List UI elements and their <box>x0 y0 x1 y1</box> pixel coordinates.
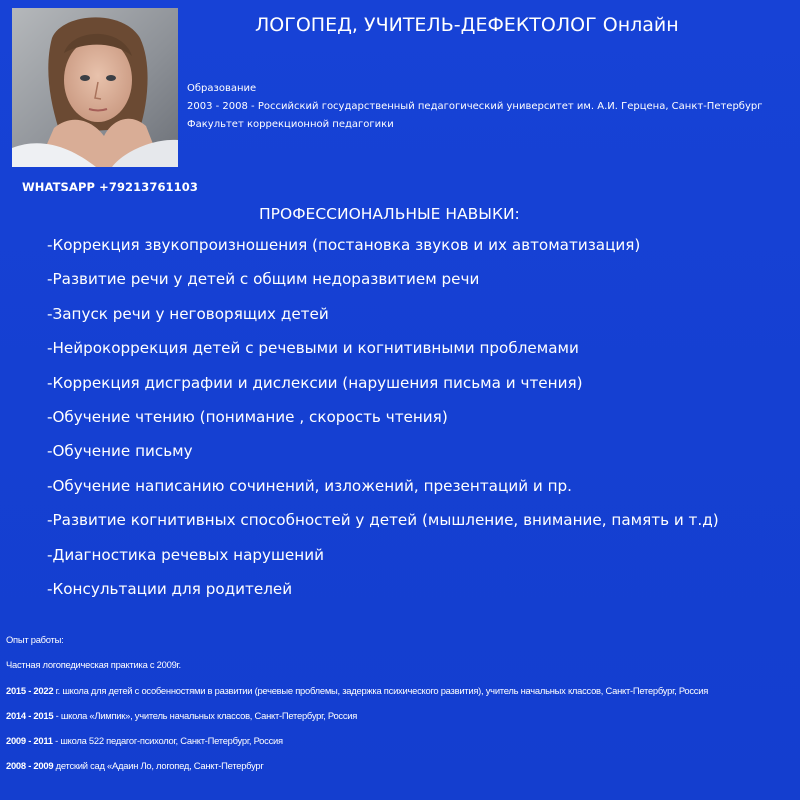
skill-item: -Развитие когнитивных способностей у детей (мышление, внимание, память и т.д) <box>47 511 719 530</box>
skill-item: -Обучение чтению (понимание , скорость чтения) <box>47 407 448 426</box>
education-section <box>187 80 763 134</box>
page-title: ЛОГОПЕД, УЧИТЕЛЬ-ДЕФЕКТОЛОГ Онлайн <box>255 14 679 36</box>
job-description: - школа 522 педагог-психолог, Санкт-Петербург, Россия <box>52 735 283 747</box>
job-years: 2015 - 2022 <box>6 684 54 696</box>
experience-job <box>6 684 708 709</box>
education-faculty: Факультет коррекционной педагогики <box>187 119 394 130</box>
skills-list <box>47 233 719 611</box>
job-description: г. школа для детей с особенностями в развитии (речевые проблемы, задержка психического развития), учитель начальных классов, Санкт-Петербург, Россия <box>53 684 709 696</box>
experience-job <box>6 759 708 784</box>
skill-item: -Коррекция дисграфии и дислексии (нарушения письма и чтения) <box>47 373 583 392</box>
skill-item: -Развитие речи у детей с общим недоразвитием речи <box>47 270 480 289</box>
profile-photo <box>12 8 178 167</box>
portrait-image <box>12 8 178 167</box>
skill-item: -Обучение написанию сочинений, изложений, презентаций и пр. <box>47 476 572 495</box>
whatsapp-contact: WHATSAPP +79213761103 <box>22 180 198 194</box>
job-description: детский сад «Адаин Ло, логопед, Санкт-Петербург <box>53 760 264 772</box>
job-years: 2008 - 2009 <box>6 760 54 772</box>
experience-section <box>6 633 708 785</box>
skills-heading: ПРОФЕССИОНАЛЬНЫЕ НАВЫКИ: <box>259 205 520 223</box>
experience-private-practice: Частная логопедическая практика с 2009г. <box>6 659 181 671</box>
skill-item: -Запуск речи у неговорящих детей <box>47 304 329 323</box>
skill-item: -Диагностика речевых нарушений <box>47 545 324 564</box>
skill-item: -Коррекция звукопроизношения (постановка звуков и их автоматизация) <box>47 236 641 254</box>
skill-item: -Консультации для родителей <box>47 579 293 598</box>
job-years: 2009 - 2011 <box>6 735 53 747</box>
experience-job <box>6 734 708 759</box>
skill-item: -Нейрокоррекция детей с речевыми и когнитивными проблемами <box>47 339 579 358</box>
job-years: 2014 - 2015 <box>6 709 54 721</box>
experience-label: Опыт работы: <box>6 634 64 645</box>
education-label: Образование <box>187 83 257 94</box>
skill-item: -Обучение письму <box>47 442 193 461</box>
experience-job <box>6 709 708 734</box>
education-university: 2003 - 2008 - Российский государственный педагогический университет им. А.И. Герцена, Санкт-Петербург <box>187 101 763 112</box>
job-description: - школа «Лимпик», учитель начальных классов, Санкт-Петербург, Россия <box>53 709 358 721</box>
